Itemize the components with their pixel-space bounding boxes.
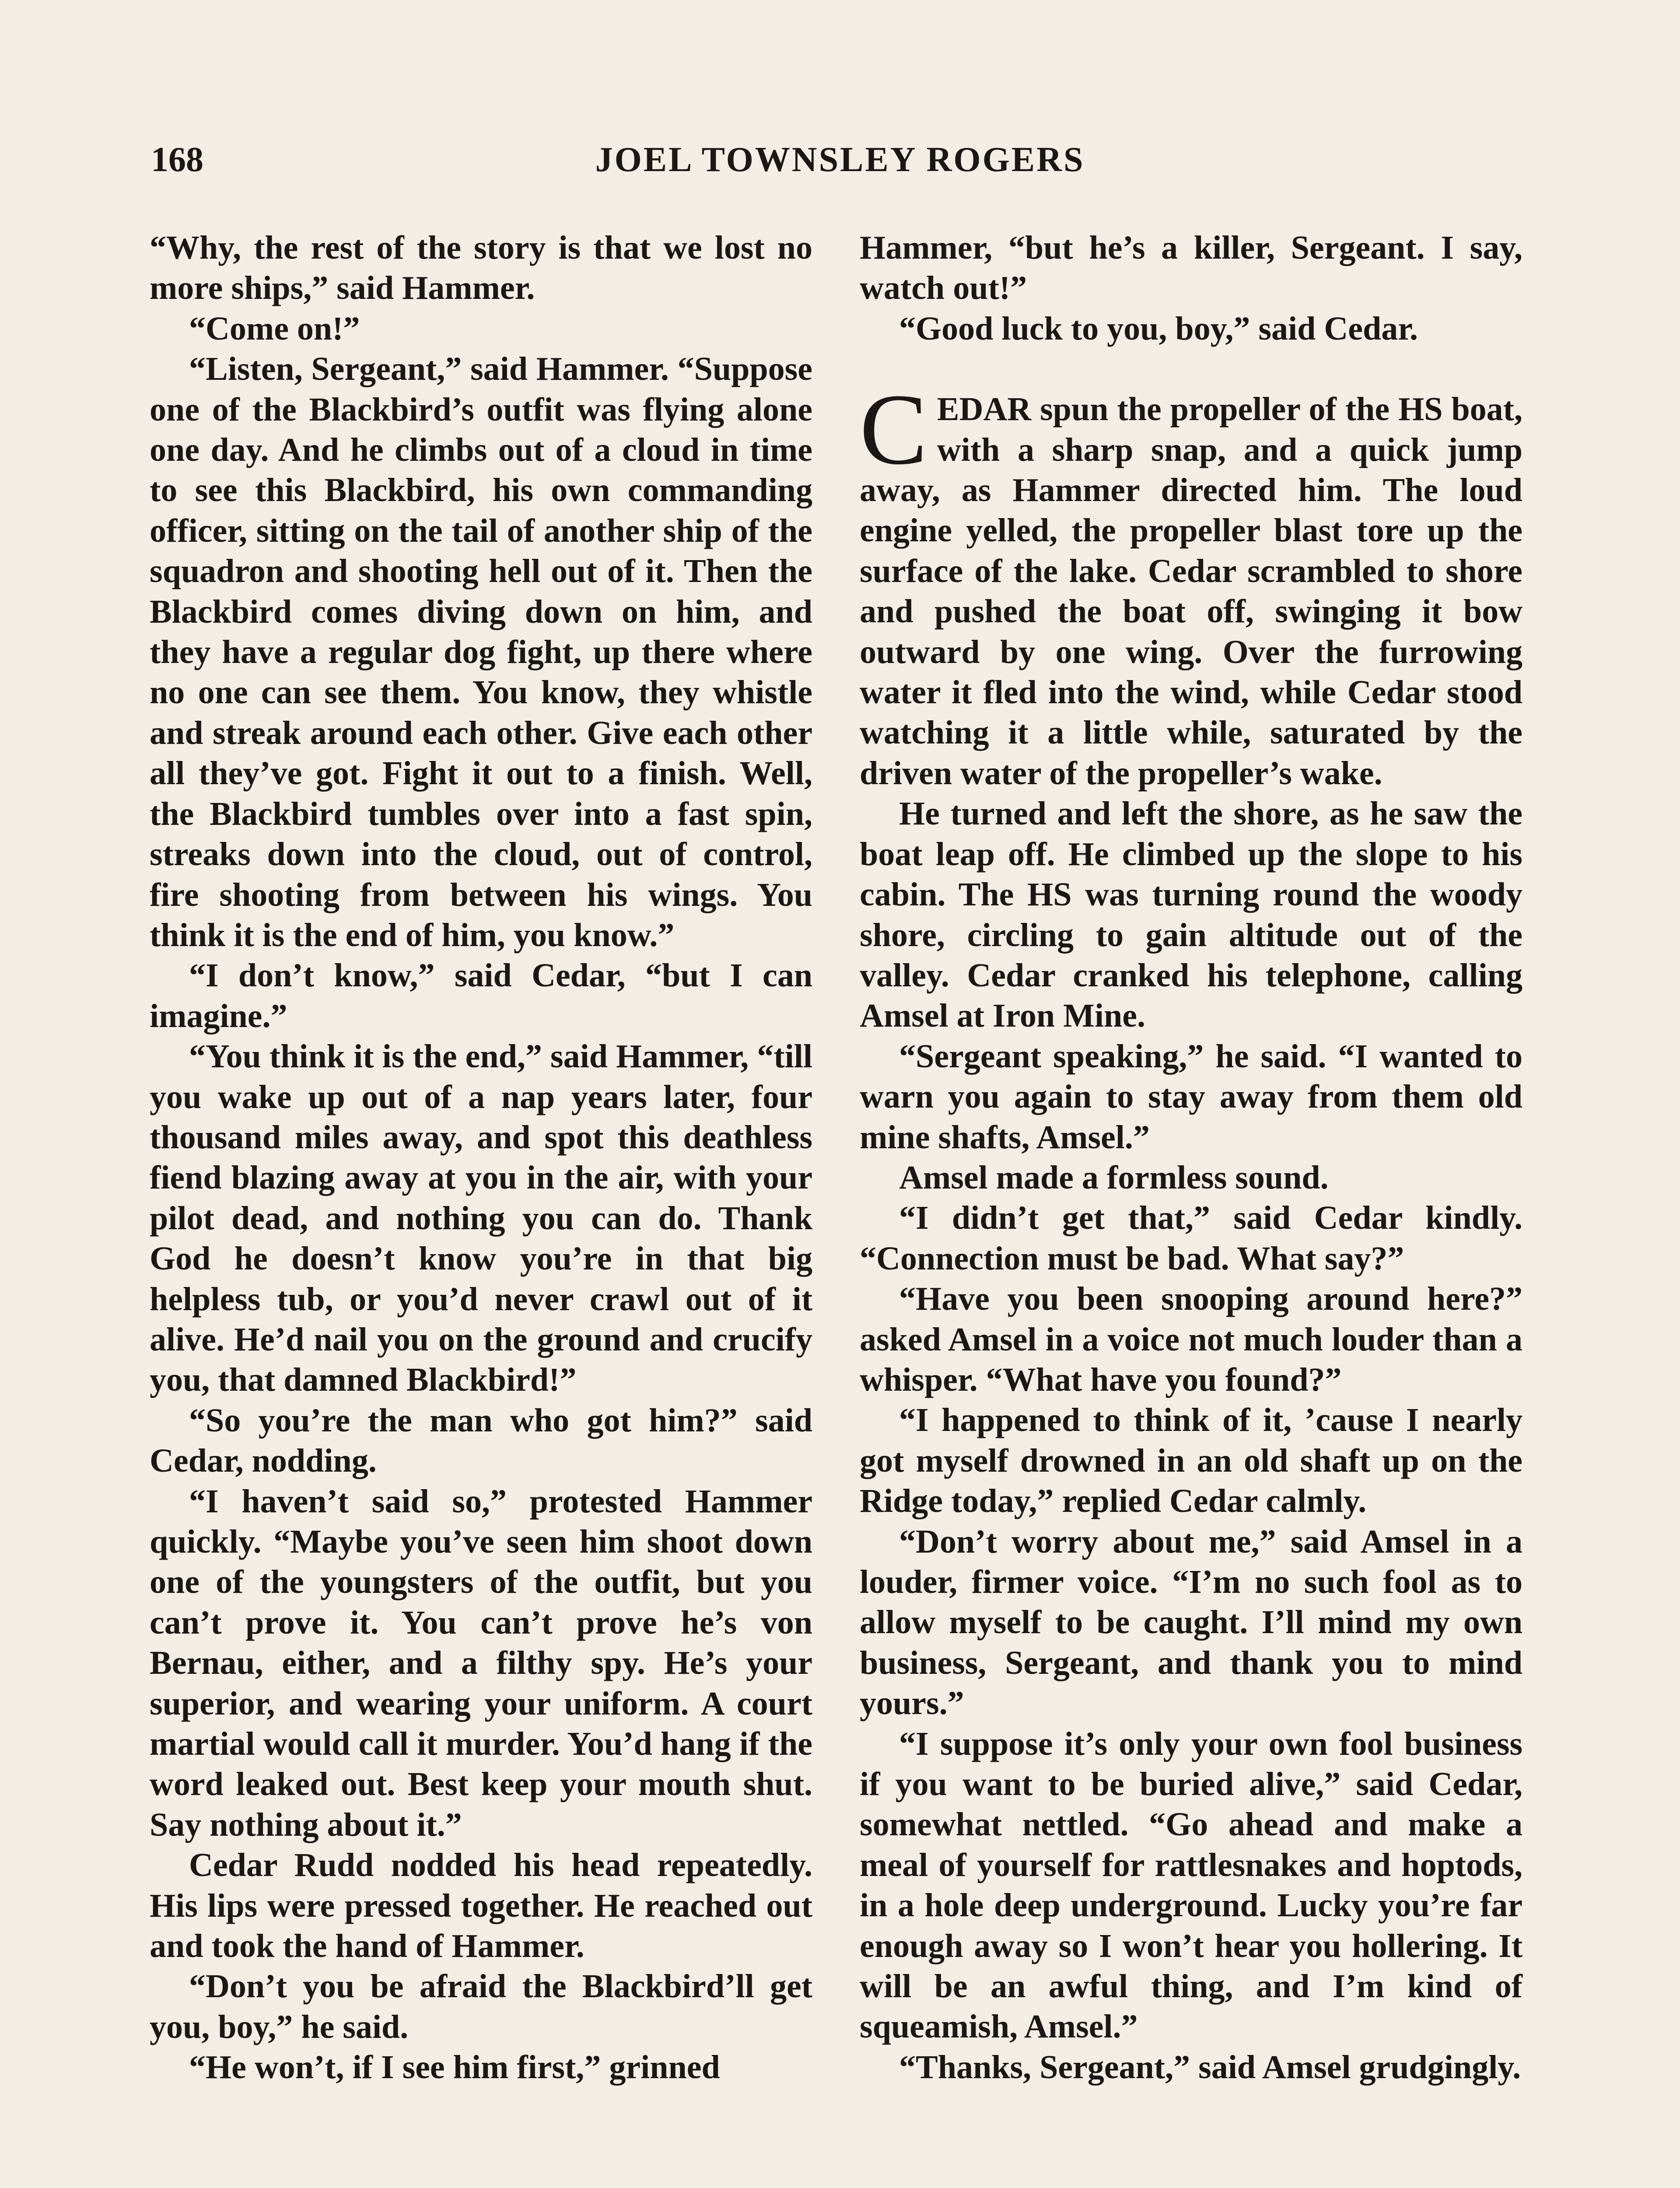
section-text: spun the propeller of the HS boat, with a sharp snap, and a quick jump away, as Hammer directed him. The loud engine yelled, the propeller blast tore up the surface of the lake. Cedar scrambled to shore and pushed the boat off, swinging it bow outward by one wing. Over the furrowing water it fled into the wind, while Cedar stood watching it a little while, saturated by the driven water of the propeller’s wake.	[860, 391, 1522, 792]
paragraph: “Sergeant speaking,” he said. “I wanted to warn you again to stay away from them old mine shafts, Amsel.”	[860, 1038, 1522, 1156]
paragraph: “You think it is the end,” said Hammer, “till you wake up out of a nap years later, four thousand miles away, and spot this deathless fiend blazing away at you in the air, with your pilot dead, and nothing you can do. Thank God he doesn’t know you’re in that big helpless tub, or you’d never crawl out of it alive. He’d nail you on the ground and crucify you, that damned Blackbird!”	[150, 1038, 812, 1399]
paragraph: “Don’t worry about me,” said Amsel in a louder, firmer voice. “I’m no such fool as to allow myself to be caught. I’ll mind my own business, Sergeant, and thank you to mind yours.”	[860, 1523, 1522, 1722]
paragraph: “So you’re the man who got him?” said Cedar, nodding.	[150, 1402, 812, 1480]
paragraph: Cedar Rudd nodded his head repeatedly. His lips were pressed together. He reached out and took the hand of Hammer.	[150, 1847, 812, 1965]
paragraph: Amsel made a formless sound.	[899, 1159, 1329, 1196]
right-column	[860, 228, 1522, 2087]
small-caps-lead: EDAR	[937, 391, 1032, 428]
drop-cap: C	[860, 373, 928, 486]
paragraph: “Good luck to you, boy,” said Cedar.	[899, 310, 1418, 347]
continuation-paragraph: Hammer, “but he’s a killer, Sergeant. I say, watch out!”	[860, 229, 1522, 307]
paragraph: “I don’t know,” said Cedar, “but I can imagine.”	[150, 957, 812, 1034]
paragraph: “Come on!”	[189, 310, 360, 347]
paragraph: “I haven’t said so,” protested Hammer quickly. “Maybe you’ve seen him shoot down one of the youngsters of the outfit, but you can’t prove it. You can’t prove he’s von Bernau, either, and a filthy spy. He’s your superior, and wearing your uniform. A court martial would call it murder. You’d hang if the word leaked out. Best keep your mouth shut. Say nothing about it.”	[150, 1483, 812, 1843]
page-header	[151, 131, 1529, 188]
paragraph: “Why, the rest of the story is that we lost no more ships,” said Hammer.	[150, 229, 812, 307]
paragraph: He turned and left the shore, as he saw the boat leap off. He climbed up the slope to his cabin. The HS was turning round the woody shore, circling to gain altitude out of the valley. Cedar cranked his telephone, calling Amsel at Iron Mine.	[860, 795, 1522, 1034]
paragraph: “Listen, Sergeant,” said Hammer. “Suppose one of the Blackbird’s outfit was flying alone one day. And he climbs out of a cloud in time to see this Blackbird, his own commanding officer, sitting on the tail of another ship of the squadron and shooting hell out of it. Then the Blackbird comes diving down on him, and they have a regular dog fight, up there where no one can see them. You know, they whistle and streak around each other. Give each other all they’ve got. Fight it out to a finish. Well, the Blackbird tumbles over into a fast spin, streaks down into the cloud, out of control, fire shooting from between his wings. You think it is the end of him, you know.”	[150, 351, 812, 954]
paragraph: “Don’t you be afraid the Blackbird’ll get you, boy,” he said.	[150, 1968, 812, 2045]
section-opening-paragraph	[860, 373, 1522, 793]
paragraph: “Thanks, Sergeant,” said Amsel grudgingly.	[899, 2048, 1521, 2086]
paragraph: “Have you been snooping around here?” asked Amsel in a voice not much louder than a whisper. “What have you found?”	[860, 1280, 1522, 1398]
page-number: 168	[151, 140, 203, 179]
paragraph: “He won’t, if I see him first,” grinned	[189, 2049, 720, 2086]
running-head: JOEL TOWNSLEY ROGERS	[595, 140, 1085, 179]
paragraph: “I happened to think of it, ’cause I nearly got myself drowned in an old shaft up on the Ridge today,” replied Cedar calmly.	[860, 1402, 1522, 1520]
paragraph: “I suppose it’s only your own fool business if you want to be buried alive,” said Cedar, somewhat nettled. “Go ahead and make a meal of yourself for rattlesnakes and hoptods, in a hole deep underground. Lucky you’re far enough away so I won’t hear you hollering. It will be an awful thing, and I’m kind of squeamish, Amsel.”	[860, 1725, 1522, 2045]
left-column	[150, 228, 812, 2088]
paragraph: “I didn’t get that,” said Cedar kindly. “Connection must be bad. What say?”	[860, 1199, 1522, 1277]
